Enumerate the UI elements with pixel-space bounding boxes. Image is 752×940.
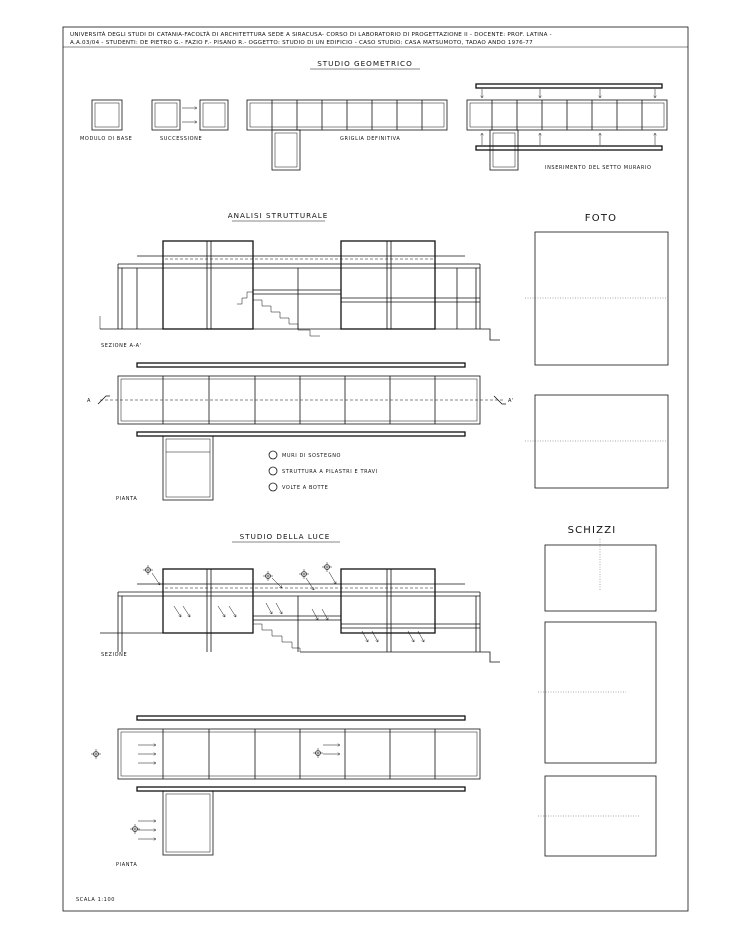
cut-mark-a: A [87, 398, 92, 404]
legend-pillars-beams: STRUTTURA A PILASTRI E TRAVI [282, 469, 378, 475]
sketch-frame-2 [545, 622, 656, 763]
cut-mark-a-prime: A' [508, 398, 514, 404]
light-title: STUDIO DELLA LUCE [239, 532, 331, 541]
final-grid-diagram [247, 100, 447, 170]
scale-note: SCALA 1:100 [76, 897, 116, 903]
legend-swatch-pillars-beams [269, 467, 277, 475]
structural-plan-label: PIANTA [116, 496, 138, 502]
photo-title: FOTO [584, 213, 618, 224]
succession-diagram [152, 100, 228, 130]
succession-label: SUCCESSIONE [160, 136, 203, 142]
photo-frame-2 [535, 395, 668, 488]
structural-section-label: SEZIONE A-A' [101, 343, 142, 349]
structural-plan-drawing [98, 363, 506, 500]
sketch-frame-1 [545, 545, 656, 611]
final-grid-label: GRIGLIA DEFINITIVA [340, 136, 401, 142]
wall-insertion-diagram [467, 84, 667, 170]
light-plan-drawing [91, 716, 480, 855]
light-section-label: SEZIONE [101, 652, 128, 658]
photo-panel [525, 213, 668, 488]
base-module-label: MODULO DI BASE [80, 136, 133, 142]
legend-barrel-vaults: VOLTE A BOTTE [282, 485, 329, 491]
geometric-study [80, 59, 667, 171]
header-line-2: A.A.03/04 - STUDENTI: DE PIETRO G.- FAZIO F.- PISANO R.- OGGETTO: STUDIO DI UN EDIFICIO - CASO STUDIO: CASA MATSUMOTO, TADAO ANDO 1976-77 [70, 40, 533, 46]
structural-title: ANALISI STRUTTURALE [227, 211, 329, 220]
light-plan-label: PIANTA [116, 862, 138, 868]
base-module-diagram [92, 100, 122, 130]
legend-swatch-barrel-vaults [269, 483, 277, 491]
photo-frame-1 [535, 232, 668, 365]
legend-swatch-retaining-walls [269, 451, 277, 459]
wall-insertion-label: INSERIMENTO DEL SETTO MURARIO [545, 165, 652, 171]
light-section-drawing [100, 562, 500, 662]
geometric-title: STUDIO GEOMETRICO [317, 59, 413, 68]
structural-analysis [87, 211, 514, 502]
light-study [91, 532, 500, 868]
legend-retaining-walls: MURI DI SOSTEGNO [282, 453, 342, 459]
structural-section-drawing [100, 241, 500, 340]
structural-legend [269, 451, 378, 491]
header-line-1: UNIVERSITÀ DEGLI STUDI DI CATANIA-FACOLTÀ DI ARCHITETTURA SEDE A SIRACUSA- CORSO DI LABORATORIO DI PROGETTAZIONE II - DOCENTE: PROF. LATINA - [70, 32, 552, 38]
sketches-title: SCHIZZI [567, 525, 617, 536]
sketches-panel [538, 525, 656, 856]
